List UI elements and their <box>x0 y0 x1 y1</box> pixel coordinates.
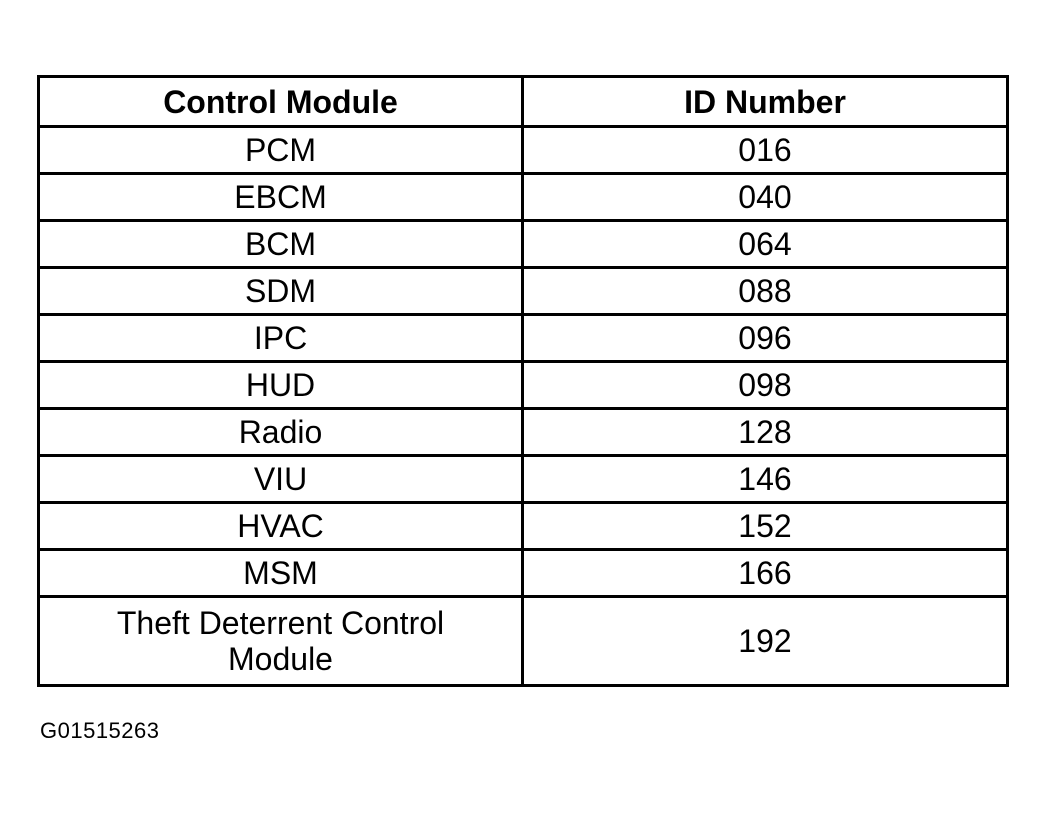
id-cell: 146 <box>523 456 1008 503</box>
id-cell: 040 <box>523 174 1008 221</box>
module-id-table <box>37 75 1009 687</box>
module-cell: EBCM <box>39 174 523 221</box>
table-row <box>39 409 1008 456</box>
id-cell: 088 <box>523 268 1008 315</box>
table-row <box>39 597 1008 686</box>
module-cell: HVAC <box>39 503 523 550</box>
id-cell: 096 <box>523 315 1008 362</box>
module-cell: BCM <box>39 221 523 268</box>
table-row <box>39 456 1008 503</box>
figure-id-label: G01515263 <box>40 718 160 743</box>
module-cell: SDM <box>39 268 523 315</box>
id-cell: 192 <box>523 597 1008 686</box>
module-cell: MSM <box>39 550 523 597</box>
header-id-number: ID Number <box>523 77 1008 127</box>
table-row <box>39 315 1008 362</box>
module-cell: PCM <box>39 127 523 174</box>
module-cell: VIU <box>39 456 523 503</box>
table-row <box>39 268 1008 315</box>
id-cell: 128 <box>523 409 1008 456</box>
module-cell: Radio <box>39 409 523 456</box>
module-cell: Theft Deterrent Control Module <box>39 597 523 686</box>
table-row <box>39 362 1008 409</box>
id-cell: 016 <box>523 127 1008 174</box>
table-row <box>39 550 1008 597</box>
id-cell: 152 <box>523 503 1008 550</box>
module-cell: HUD <box>39 362 523 409</box>
header-control-module: Control Module <box>39 77 523 127</box>
table-row <box>39 127 1008 174</box>
id-cell: 098 <box>523 362 1008 409</box>
module-cell: IPC <box>39 315 523 362</box>
table-header-row <box>39 77 1008 127</box>
table-row <box>39 174 1008 221</box>
table-row <box>39 503 1008 550</box>
id-cell: 166 <box>523 550 1008 597</box>
table-row <box>39 221 1008 268</box>
id-cell: 064 <box>523 221 1008 268</box>
